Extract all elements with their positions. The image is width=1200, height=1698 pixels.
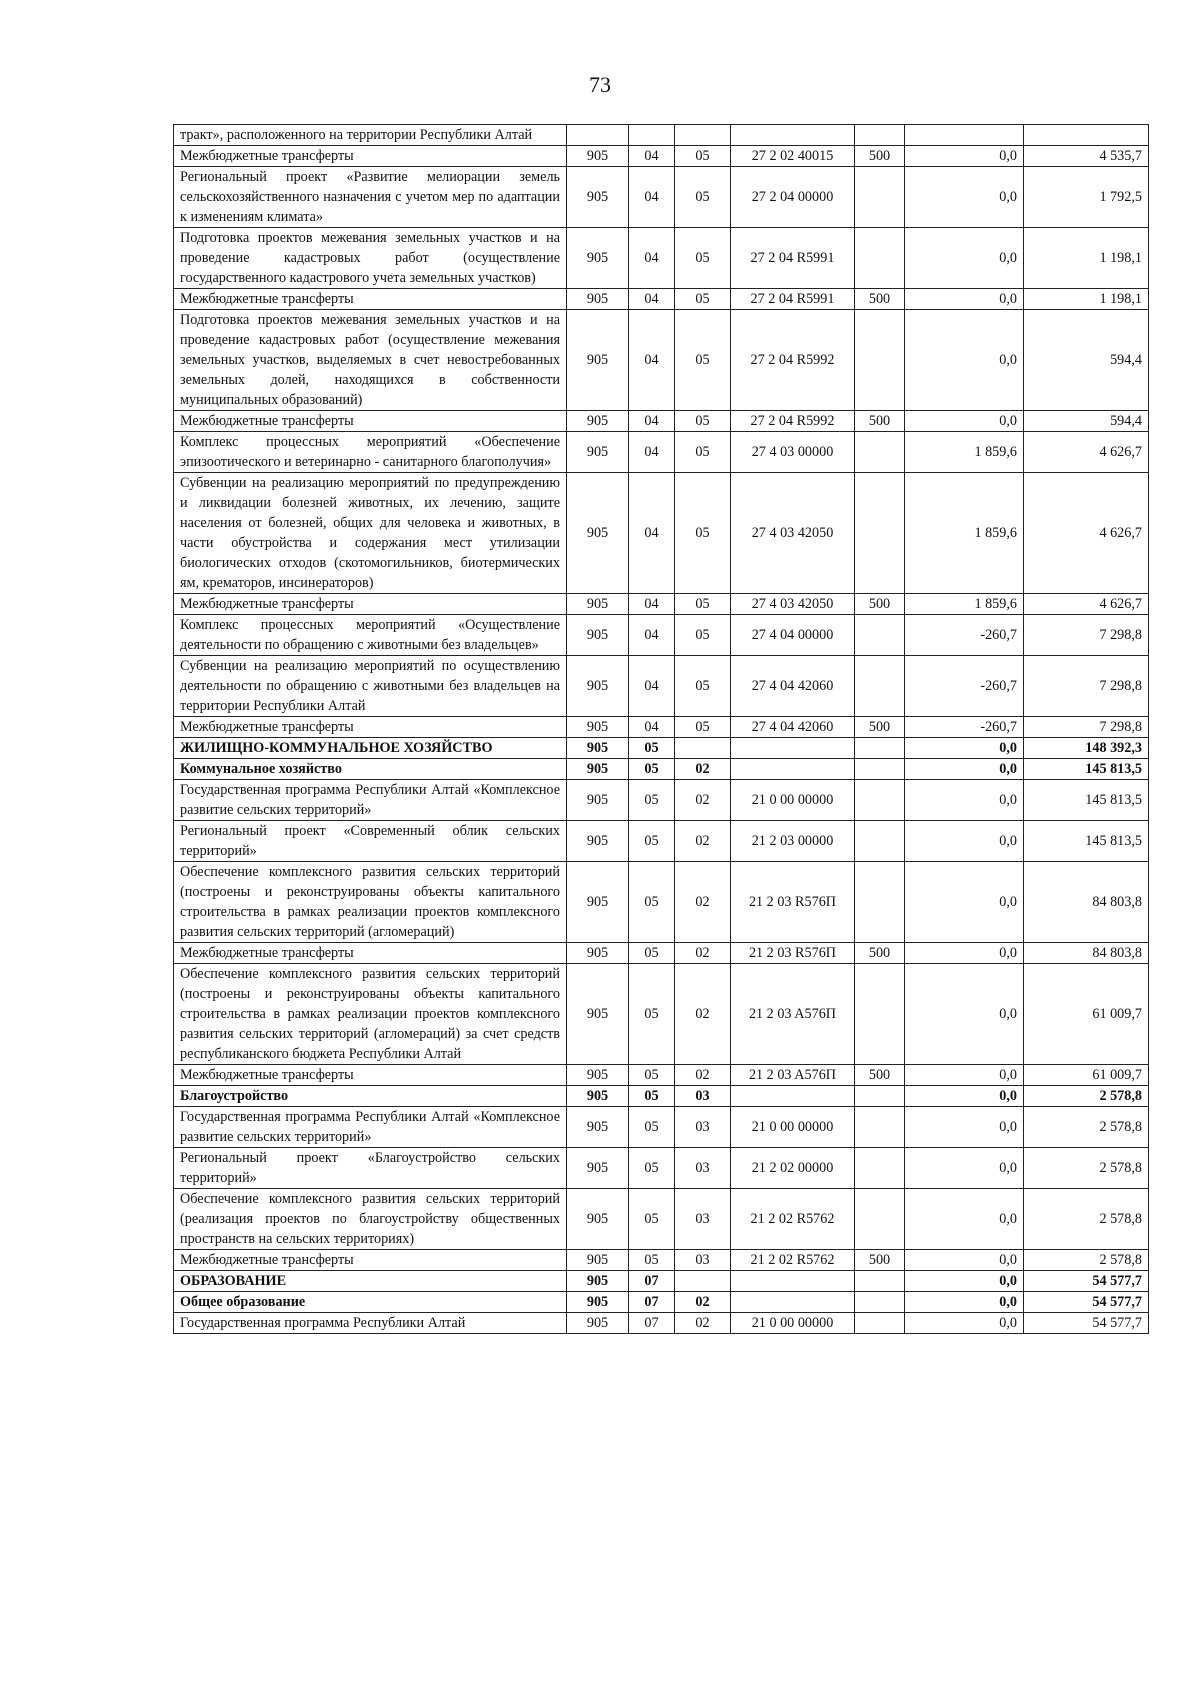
row-name: Межбюджетные трансферты [174, 146, 567, 167]
table-row [174, 738, 1149, 759]
cell-rz: 05 [629, 738, 675, 759]
cell-change: 0,0 [905, 1107, 1024, 1148]
cell-rz: 04 [629, 717, 675, 738]
cell-csr: 21 0 00 00000 [731, 1107, 855, 1148]
cell-change: 0,0 [905, 1189, 1024, 1250]
row-name: тракт», расположенного на территории Республики Алтай [174, 125, 567, 146]
table-row [174, 228, 1149, 289]
cell-rz: 04 [629, 146, 675, 167]
table-row [174, 656, 1149, 717]
row-name: Региональный проект «Современный облик сельских территорий» [174, 821, 567, 862]
cell-change: 0,0 [905, 1250, 1024, 1271]
cell-rz: 05 [629, 1086, 675, 1107]
cell-vr [855, 1189, 905, 1250]
cell-sum: 148 392,3 [1024, 738, 1149, 759]
cell-vr [855, 615, 905, 656]
table-row [174, 1148, 1149, 1189]
cell-gr: 905 [567, 289, 629, 310]
cell-change: 0,0 [905, 964, 1024, 1065]
cell-csr [731, 1271, 855, 1292]
cell-change: 0,0 [905, 310, 1024, 411]
cell-gr: 905 [567, 717, 629, 738]
budget-table [173, 124, 1149, 1334]
cell-sum: 54 577,7 [1024, 1292, 1149, 1313]
table-row [174, 1086, 1149, 1107]
cell-change: 1 859,6 [905, 432, 1024, 473]
cell-gr: 905 [567, 1189, 629, 1250]
cell-gr: 905 [567, 1271, 629, 1292]
cell-change: 0,0 [905, 228, 1024, 289]
cell-pr: 02 [675, 943, 731, 964]
row-name: Коммунальное хозяйство [174, 759, 567, 780]
cell-sum: 2 578,8 [1024, 1107, 1149, 1148]
cell-rz: 05 [629, 1250, 675, 1271]
cell-vr [855, 432, 905, 473]
cell-gr: 905 [567, 146, 629, 167]
cell-gr: 905 [567, 656, 629, 717]
row-name: Межбюджетные трансферты [174, 1250, 567, 1271]
cell-vr: 500 [855, 943, 905, 964]
page-number: 73 [589, 72, 611, 97]
cell-rz: 04 [629, 289, 675, 310]
cell-pr: 02 [675, 862, 731, 943]
cell-vr: 500 [855, 1065, 905, 1086]
cell-change: 0,0 [905, 738, 1024, 759]
table-row [174, 411, 1149, 432]
cell-pr: 02 [675, 1313, 731, 1334]
cell-gr: 905 [567, 821, 629, 862]
row-name: Подготовка проектов межевания земельных участков и на проведение кадастровых работ (осуществление государственного кадастрового учета земельных участков) [174, 228, 567, 289]
row-name: Комплекс процессных мероприятий «Обеспечение эпизоотического и ветеринарно - санитарного благополучия» [174, 432, 567, 473]
cell-csr: 27 4 04 42060 [731, 656, 855, 717]
cell-pr: 05 [675, 167, 731, 228]
cell-gr: 905 [567, 1250, 629, 1271]
cell-gr: 905 [567, 228, 629, 289]
cell-sum: 7 298,8 [1024, 717, 1149, 738]
cell-pr: 05 [675, 656, 731, 717]
cell-pr: 05 [675, 289, 731, 310]
cell-csr: 27 2 04 R5991 [731, 289, 855, 310]
cell-csr: 27 2 04 00000 [731, 167, 855, 228]
cell-sum: 4 626,7 [1024, 594, 1149, 615]
cell-sum: 2 578,8 [1024, 1250, 1149, 1271]
cell-pr: 02 [675, 759, 731, 780]
cell-csr [731, 738, 855, 759]
cell-csr: 21 2 03 00000 [731, 821, 855, 862]
cell-pr: 05 [675, 228, 731, 289]
cell-vr [855, 759, 905, 780]
cell-change: 0,0 [905, 411, 1024, 432]
row-name: Обеспечение комплексного развития сельских территорий (построены и реконструированы объекты капитального строительства в рамках реализации проектов комплексного развития сельских территорий (агломераций) [174, 862, 567, 943]
cell-vr [855, 1292, 905, 1313]
cell-csr: 27 2 02 40015 [731, 146, 855, 167]
cell-gr: 905 [567, 1107, 629, 1148]
cell-sum: 145 813,5 [1024, 821, 1149, 862]
cell-vr [855, 780, 905, 821]
cell-vr [855, 1086, 905, 1107]
cell-pr: 05 [675, 310, 731, 411]
cell-rz: 05 [629, 862, 675, 943]
cell-sum: 54 577,7 [1024, 1313, 1149, 1334]
cell-csr [731, 1086, 855, 1107]
cell-pr: 03 [675, 1250, 731, 1271]
cell-vr [855, 862, 905, 943]
cell-rz: 05 [629, 1107, 675, 1148]
cell-vr: 500 [855, 717, 905, 738]
cell-pr: 03 [675, 1189, 731, 1250]
cell-vr [855, 964, 905, 1065]
cell-rz: 04 [629, 432, 675, 473]
table-row [174, 125, 1149, 146]
row-name: Межбюджетные трансферты [174, 289, 567, 310]
cell-pr: 05 [675, 717, 731, 738]
cell-rz: 05 [629, 1189, 675, 1250]
cell-gr: 905 [567, 964, 629, 1065]
table-row [174, 1107, 1149, 1148]
cell-pr: 03 [675, 1086, 731, 1107]
cell-rz: 05 [629, 964, 675, 1065]
cell-csr: 27 4 04 42060 [731, 717, 855, 738]
cell-gr: 905 [567, 432, 629, 473]
cell-pr [675, 1271, 731, 1292]
cell-csr: 21 2 03 A576П [731, 964, 855, 1065]
cell-csr: 21 2 03 A576П [731, 1065, 855, 1086]
row-name: Межбюджетные трансферты [174, 594, 567, 615]
cell-rz: 05 [629, 759, 675, 780]
row-name: Межбюджетные трансферты [174, 717, 567, 738]
cell-sum: 7 298,8 [1024, 656, 1149, 717]
table-row [174, 615, 1149, 656]
table-row [174, 780, 1149, 821]
cell-pr: 02 [675, 1292, 731, 1313]
row-name: Обеспечение комплексного развития сельских территорий (реализация проектов по благоустройству общественных пространств на сельских территориях) [174, 1189, 567, 1250]
cell-vr [855, 473, 905, 594]
cell-sum: 1 198,1 [1024, 289, 1149, 310]
cell-pr: 05 [675, 411, 731, 432]
cell-vr: 500 [855, 146, 905, 167]
cell-change: 0,0 [905, 780, 1024, 821]
cell-csr [731, 125, 855, 146]
cell-pr: 05 [675, 615, 731, 656]
cell-sum: 61 009,7 [1024, 964, 1149, 1065]
table-row [174, 1189, 1149, 1250]
cell-change: -260,7 [905, 717, 1024, 738]
table-row [174, 473, 1149, 594]
cell-gr: 905 [567, 759, 629, 780]
cell-rz: 04 [629, 228, 675, 289]
cell-rz: 05 [629, 821, 675, 862]
cell-rz: 05 [629, 1065, 675, 1086]
cell-vr [855, 228, 905, 289]
cell-rz: 04 [629, 594, 675, 615]
table-row [174, 862, 1149, 943]
cell-change: -260,7 [905, 656, 1024, 717]
cell-vr: 500 [855, 1250, 905, 1271]
cell-sum: 4 626,7 [1024, 473, 1149, 594]
cell-rz: 07 [629, 1271, 675, 1292]
cell-csr: 27 2 04 R5992 [731, 411, 855, 432]
cell-change: -260,7 [905, 615, 1024, 656]
table-row [174, 1271, 1149, 1292]
row-name: Общее образование [174, 1292, 567, 1313]
cell-change: 0,0 [905, 1065, 1024, 1086]
row-name: Благоустройство [174, 1086, 567, 1107]
cell-pr: 05 [675, 146, 731, 167]
cell-gr: 905 [567, 411, 629, 432]
cell-vr [855, 738, 905, 759]
cell-sum: 4 535,7 [1024, 146, 1149, 167]
table-row [174, 167, 1149, 228]
cell-csr: 27 4 03 42050 [731, 473, 855, 594]
cell-sum: 84 803,8 [1024, 862, 1149, 943]
row-name: Государственная программа Республики Алтай «Комплексное развитие сельских территорий» [174, 780, 567, 821]
cell-pr: 05 [675, 594, 731, 615]
row-name: Региональный проект «Развитие мелиорации земель сельскохозяйственного назначения с учетом мер по адаптации к изменениям климата» [174, 167, 567, 228]
cell-csr [731, 759, 855, 780]
row-name: ЖИЛИЩНО-КОММУНАЛЬНОЕ ХОЗЯЙСТВО [174, 738, 567, 759]
cell-sum [1024, 125, 1149, 146]
cell-vr [855, 1313, 905, 1334]
cell-change: 0,0 [905, 146, 1024, 167]
row-name: ОБРАЗОВАНИЕ [174, 1271, 567, 1292]
cell-csr: 21 2 02 R5762 [731, 1250, 855, 1271]
cell-pr: 05 [675, 473, 731, 594]
cell-rz: 05 [629, 943, 675, 964]
cell-pr: 02 [675, 1065, 731, 1086]
table-row [174, 1250, 1149, 1271]
cell-change: 0,0 [905, 1148, 1024, 1189]
cell-change: 0,0 [905, 759, 1024, 780]
cell-rz [629, 125, 675, 146]
cell-change [905, 125, 1024, 146]
row-name: Государственная программа Республики Алтай «Комплексное развитие сельских территорий» [174, 1107, 567, 1148]
cell-rz: 05 [629, 780, 675, 821]
cell-csr [731, 1292, 855, 1313]
cell-gr: 905 [567, 1086, 629, 1107]
cell-rz: 05 [629, 1148, 675, 1189]
cell-vr [855, 1148, 905, 1189]
cell-change: 0,0 [905, 943, 1024, 964]
cell-sum: 61 009,7 [1024, 1065, 1149, 1086]
table-row [174, 943, 1149, 964]
cell-csr: 21 0 00 00000 [731, 780, 855, 821]
cell-rz: 04 [629, 615, 675, 656]
cell-pr: 02 [675, 780, 731, 821]
cell-csr: 21 2 03 R576П [731, 862, 855, 943]
cell-change: 0,0 [905, 862, 1024, 943]
cell-csr: 27 4 03 42050 [731, 594, 855, 615]
cell-change: 0,0 [905, 1086, 1024, 1107]
cell-gr: 905 [567, 1148, 629, 1189]
cell-csr: 27 4 04 00000 [731, 615, 855, 656]
cell-change: 0,0 [905, 1292, 1024, 1313]
cell-sum: 594,4 [1024, 411, 1149, 432]
cell-sum: 145 813,5 [1024, 759, 1149, 780]
cell-csr: 27 2 04 R5992 [731, 310, 855, 411]
cell-pr: 03 [675, 1148, 731, 1189]
cell-change: 0,0 [905, 289, 1024, 310]
cell-vr [855, 167, 905, 228]
table-row [174, 1292, 1149, 1313]
cell-gr: 905 [567, 1292, 629, 1313]
cell-vr [855, 310, 905, 411]
cell-gr: 905 [567, 862, 629, 943]
cell-csr: 21 2 03 R576П [731, 943, 855, 964]
row-name: Субвенции на реализацию мероприятий по осуществлению деятельности по обращению с животными без владельцев на территории Республики Алтай [174, 656, 567, 717]
cell-vr [855, 125, 905, 146]
cell-vr [855, 1271, 905, 1292]
cell-csr: 21 2 02 R5762 [731, 1189, 855, 1250]
cell-sum: 7 298,8 [1024, 615, 1149, 656]
cell-pr: 05 [675, 432, 731, 473]
cell-sum: 594,4 [1024, 310, 1149, 411]
cell-sum: 2 578,8 [1024, 1148, 1149, 1189]
cell-rz: 04 [629, 411, 675, 432]
cell-gr: 905 [567, 594, 629, 615]
cell-sum: 2 578,8 [1024, 1189, 1149, 1250]
cell-pr [675, 125, 731, 146]
cell-gr: 905 [567, 615, 629, 656]
table-row [174, 432, 1149, 473]
cell-csr: 27 2 04 R5991 [731, 228, 855, 289]
cell-gr: 905 [567, 1313, 629, 1334]
cell-change: 1 859,6 [905, 473, 1024, 594]
cell-vr: 500 [855, 289, 905, 310]
cell-pr: 02 [675, 821, 731, 862]
cell-sum: 145 813,5 [1024, 780, 1149, 821]
cell-pr: 02 [675, 964, 731, 1065]
cell-change: 0,0 [905, 167, 1024, 228]
table-row [174, 146, 1149, 167]
table-row [174, 821, 1149, 862]
cell-rz: 04 [629, 310, 675, 411]
row-name: Межбюджетные трансферты [174, 1065, 567, 1086]
cell-sum: 1 792,5 [1024, 167, 1149, 228]
cell-gr: 905 [567, 1065, 629, 1086]
cell-vr [855, 1107, 905, 1148]
row-name: Государственная программа Республики Алтай [174, 1313, 567, 1334]
cell-rz: 04 [629, 473, 675, 594]
cell-vr [855, 821, 905, 862]
table-row [174, 1313, 1149, 1334]
table-row [174, 759, 1149, 780]
cell-sum: 2 578,8 [1024, 1086, 1149, 1107]
cell-csr: 27 4 03 00000 [731, 432, 855, 473]
cell-csr: 21 0 00 00000 [731, 1313, 855, 1334]
row-name: Межбюджетные трансферты [174, 411, 567, 432]
cell-sum: 1 198,1 [1024, 228, 1149, 289]
cell-sum: 54 577,7 [1024, 1271, 1149, 1292]
row-name: Межбюджетные трансферты [174, 943, 567, 964]
cell-change: 0,0 [905, 1271, 1024, 1292]
cell-vr: 500 [855, 594, 905, 615]
cell-rz: 07 [629, 1292, 675, 1313]
cell-sum: 84 803,8 [1024, 943, 1149, 964]
cell-change: 0,0 [905, 821, 1024, 862]
cell-gr: 905 [567, 473, 629, 594]
cell-vr [855, 656, 905, 717]
cell-vr: 500 [855, 411, 905, 432]
cell-gr: 905 [567, 738, 629, 759]
cell-gr: 905 [567, 943, 629, 964]
cell-gr: 905 [567, 780, 629, 821]
row-name: Обеспечение комплексного развития сельских территорий (построены и реконструированы объекты капитального строительства в рамках реализации проектов комплексного развития сельских территорий (агломераций) за счет средств республиканского бюджета Республики Алтай [174, 964, 567, 1065]
cell-rz: 04 [629, 656, 675, 717]
cell-gr [567, 125, 629, 146]
cell-change: 0,0 [905, 1313, 1024, 1334]
cell-rz: 07 [629, 1313, 675, 1334]
table-row [174, 717, 1149, 738]
cell-gr: 905 [567, 310, 629, 411]
row-name: Региональный проект «Благоустройство сельских территорий» [174, 1148, 567, 1189]
row-name: Субвенции на реализацию мероприятий по предупреждению и ликвидации болезней животных, их лечению, защите населения от болезней, общих для человека и животных, в части обустройства и содержания мест утилизации биологических отходов (скотомогильников, биотермических ям, крематоров, инсинераторов) [174, 473, 567, 594]
table-row [174, 594, 1149, 615]
cell-pr [675, 738, 731, 759]
row-name: Комплекс процессных мероприятий «Осуществление деятельности по обращению с животными без владельцев» [174, 615, 567, 656]
cell-csr: 21 2 02 00000 [731, 1148, 855, 1189]
cell-rz: 04 [629, 167, 675, 228]
cell-pr: 03 [675, 1107, 731, 1148]
table-row [174, 310, 1149, 411]
table-row [174, 289, 1149, 310]
row-name: Подготовка проектов межевания земельных участков и на проведение кадастровых работ (осуществление межевания земельных участков, выделяемых в счет невостребованных земельных долей, находящихся в собственности муниципальных образований) [174, 310, 567, 411]
cell-sum: 4 626,7 [1024, 432, 1149, 473]
cell-change: 1 859,6 [905, 594, 1024, 615]
table-row [174, 1065, 1149, 1086]
cell-gr: 905 [567, 167, 629, 228]
table-row [174, 964, 1149, 1065]
